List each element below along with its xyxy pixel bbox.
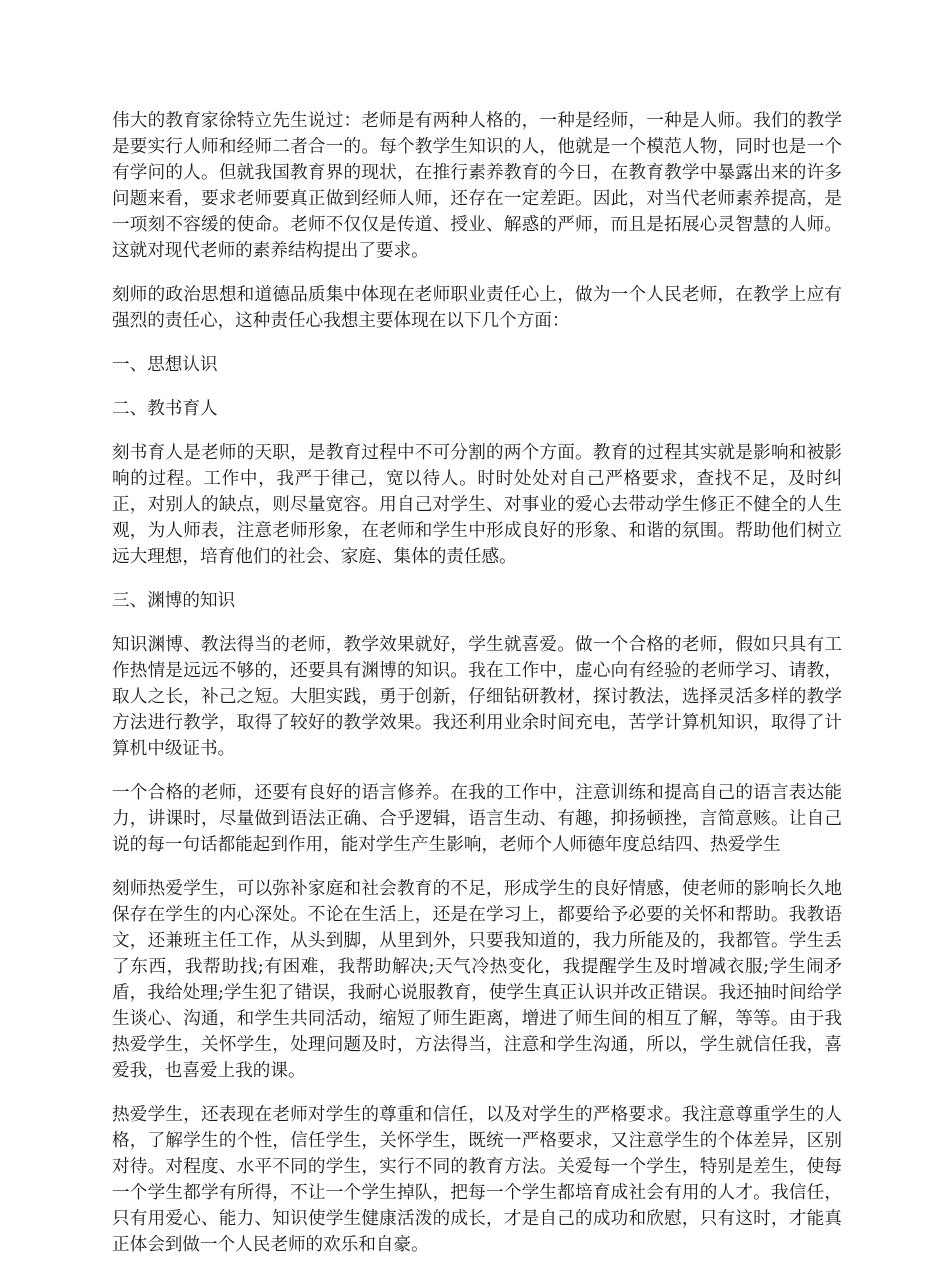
- paragraph-respect: 热爱学生，还表现在老师对学生的尊重和信任，以及对学生的严格要求。我注意尊重学生的人格，了解学生的个性，信任学生，关怀学生，既统一严格要求，又注意学生的个体差异，区别对待。对程度、水平不同的学生，实行不同的教育方法。关爱每一个学生，特别是差生，使每一个学生都学有所得，不让一个学生掉队，把每一个学生都培育成社会有用的人才。我信任，只有用爱心、能力、知识使学生健康活泼的成长，才是自己的成功和欣慰，只有这时，才能真正体会到做一个人民老师的欢乐和自豪。: [112, 1105, 842, 1255]
- section-heading-1: 一、思想认识: [112, 355, 218, 375]
- paragraph-knowledge: 知识渊博、教法得当的老师，教学效果就好，学生就喜爱。做一个合格的老师，假如只具有工作热情是远远不够的，还要具有渊博的知识。我在工作中，虚心向有经验的老师学习、请教，取人之长，补己之短。大胆实践，勇于创新，仔细钻研教材，探讨教法，选择灵活多样的教学方法进行教学，取得了较好的教学效果。我还利用业余时间充电，苦学计算机知识，取得了计算机中级证书。: [112, 635, 842, 759]
- paragraph-responsibility: 刻师的政治思想和道德品质集中体现在老师职业责任心上，做为一个人民老师，在教学上应有强烈的责任心，这种责任心我想主要体现在以下几个方面：: [112, 285, 842, 331]
- document-body: [112, 108, 842, 1276]
- section-heading-2: 二、教书育人: [112, 399, 218, 419]
- section-heading-3: 三、渊博的知识: [112, 591, 236, 611]
- paragraph-intro: 伟大的教育家徐特立先生说过：老师是有两种人格的，一种是经师，一种是人师。我们的教学是要实行人师和经师二者合一的。每个教学生知识的人，他就是一个模范人物，同时也是一个有学问的人。但就我国教育界的现状，在推行素养教育的今日，在教育教学中暴露出来的许多问题来看，要求老师要真正做到经师人师，还存在一定差距。因此，对当代老师素养提高，是一项刻不容缓的使命。老师不仅仅是传道、授业、解惑的严师，而且是拓展心灵智慧的人师。这就对现代老师的素养结构提出了要求。: [112, 111, 842, 261]
- paragraph-love-students: 刻师热爱学生，可以弥补家庭和社会教育的不足，形成学生的良好情感，使老师的影响长久地保存在学生的内心深处。不论在生活上，还是在学习上，都要给予必要的关怀和帮助。我教语文，还兼班主任工作，从头到脚，从里到外，只要我知道的，我力所能及的，我都管。学生丢了东西，我帮助找;有困难，我帮助解决;天气冷热变化，我提醒学生及时增减衣服;学生闹矛盾，我给处理;学生犯了错误，我耐心说服教育，使学生真正认识并改正错误。我还抽时间给学生谈心、沟通，和学生共同活动，缩短了师生距离，增进了师生间的相互了解，等等。由于我热爱学生，关怀学生，处理问题及时，方法得当，注意和学生沟通，所以，学生就信任我，喜爱我，也喜爱上我的课。: [112, 879, 842, 1081]
- paragraph-teaching: 刻书育人是老师的天职，是教育过程中不可分割的两个方面。教育的过程其实就是影响和被影响的过程。工作中，我严于律己，宽以待人。时时处处对自己严格要求，查找不足，及时纠正，对别人的缺点，则尽量宽容。用自己对学生、对事业的爱心去带动学生修正不健全的人生观，为人师表，注意老师形象，在老师和学生中形成良好的形象、和谐的氛围。帮助他们树立远大理想，培育他们的社会、家庭、集体的责任感。: [112, 443, 842, 567]
- paragraph-language: 一个合格的老师，还要有良好的语言修养。在我的工作中，注意训练和提高自己的语言表达能力，讲课时，尽量做到语法正确、合乎逻辑，语言生动、有趣，抑扬顿挫，言简意赅。让自己说的每一句话都能起到作用，能对学生产生影响，老师个人师德年度总结四、热爱学生: [112, 783, 842, 855]
